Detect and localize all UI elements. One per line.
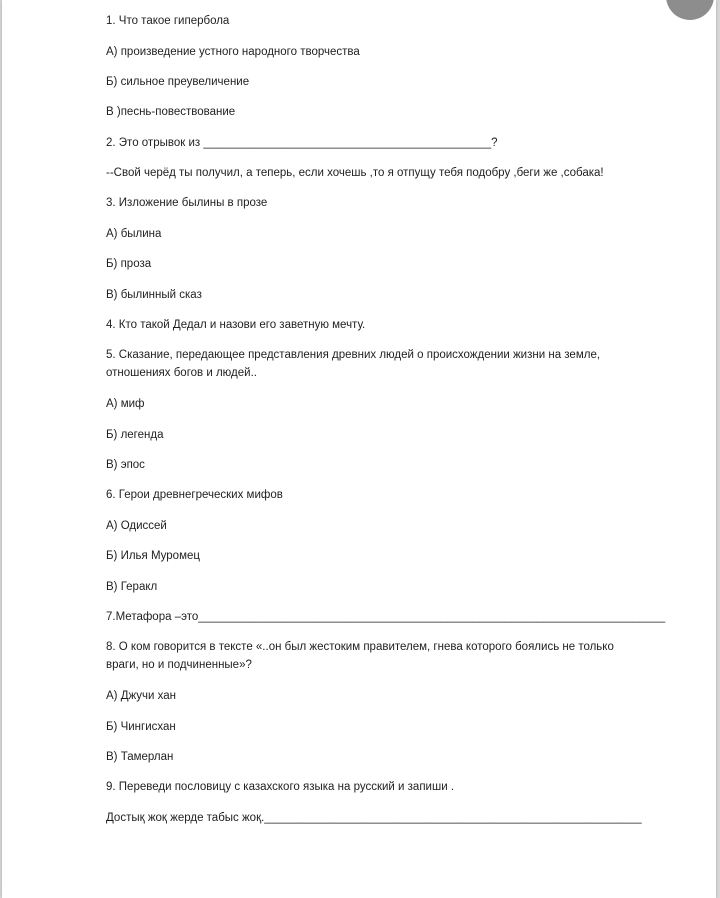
proverb-line: Достық жоқ жерде табыс жоқ.___________________________________________________________ [106,812,642,824]
answer-1b: Б) сильное преувеличение [106,76,250,88]
answer-1c: В )песнь-повествование [106,106,236,118]
answer-3b: Б) проза [106,258,152,270]
answer-6b: Б) Илья Муромец [106,550,200,562]
answer-5c: В) эпос [106,459,145,471]
answer-5a: А) миф [106,398,145,410]
answer-3c: В) былинный сказ [106,289,202,301]
question-9: 9. Переведи пословицу с казахского языка на русский и запиши . [106,781,455,793]
question-3: 3. Изложение былины в прозе [106,197,268,209]
question-1: 1. Что такое гипербола [106,15,230,27]
question-8-line-1: 8. О ком говорится в тексте «..он был жестоким правителем, гнева которого боялись не только [106,641,614,653]
answer-8b: Б) Чингисхан [106,721,176,733]
answer-3a: А) былина [106,228,162,240]
floating-circle-button[interactable] [666,0,714,20]
answer-5b: Б) легенда [106,429,164,441]
answer-6c: В) Геракл [106,581,158,593]
answer-8a: А) Джучи хан [106,690,177,702]
answer-6a: А) Одиссей [106,520,167,532]
question-5-line-2: отношениях богов и людей.. [106,367,257,379]
document-page [2,0,716,898]
question-6: 6. Герои древнегреческих мифов [106,489,283,501]
answer-1a: А) произведение устного народного творчества [106,46,360,58]
question-8-line-2: враги, но и подчиненные»? [106,659,252,671]
question-7: 7.Метафора –это_________________________________________________________________________ [106,611,666,623]
question-5-line-1: 5. Сказание, передающее представления древних людей о происхождении жизни на земле, [106,349,601,361]
quote-2: --Свой черёд ты получил, а теперь, если хочешь ,то я отпущу тебя подобру ,беги же ,собака! [106,167,604,179]
question-4: 4. Кто такой Дедал и назови его заветную мечту. [106,319,366,331]
question-2: 2. Это отрывок из _____________________________________________? [106,137,498,149]
answer-8c: В) Тамерлан [106,751,174,763]
